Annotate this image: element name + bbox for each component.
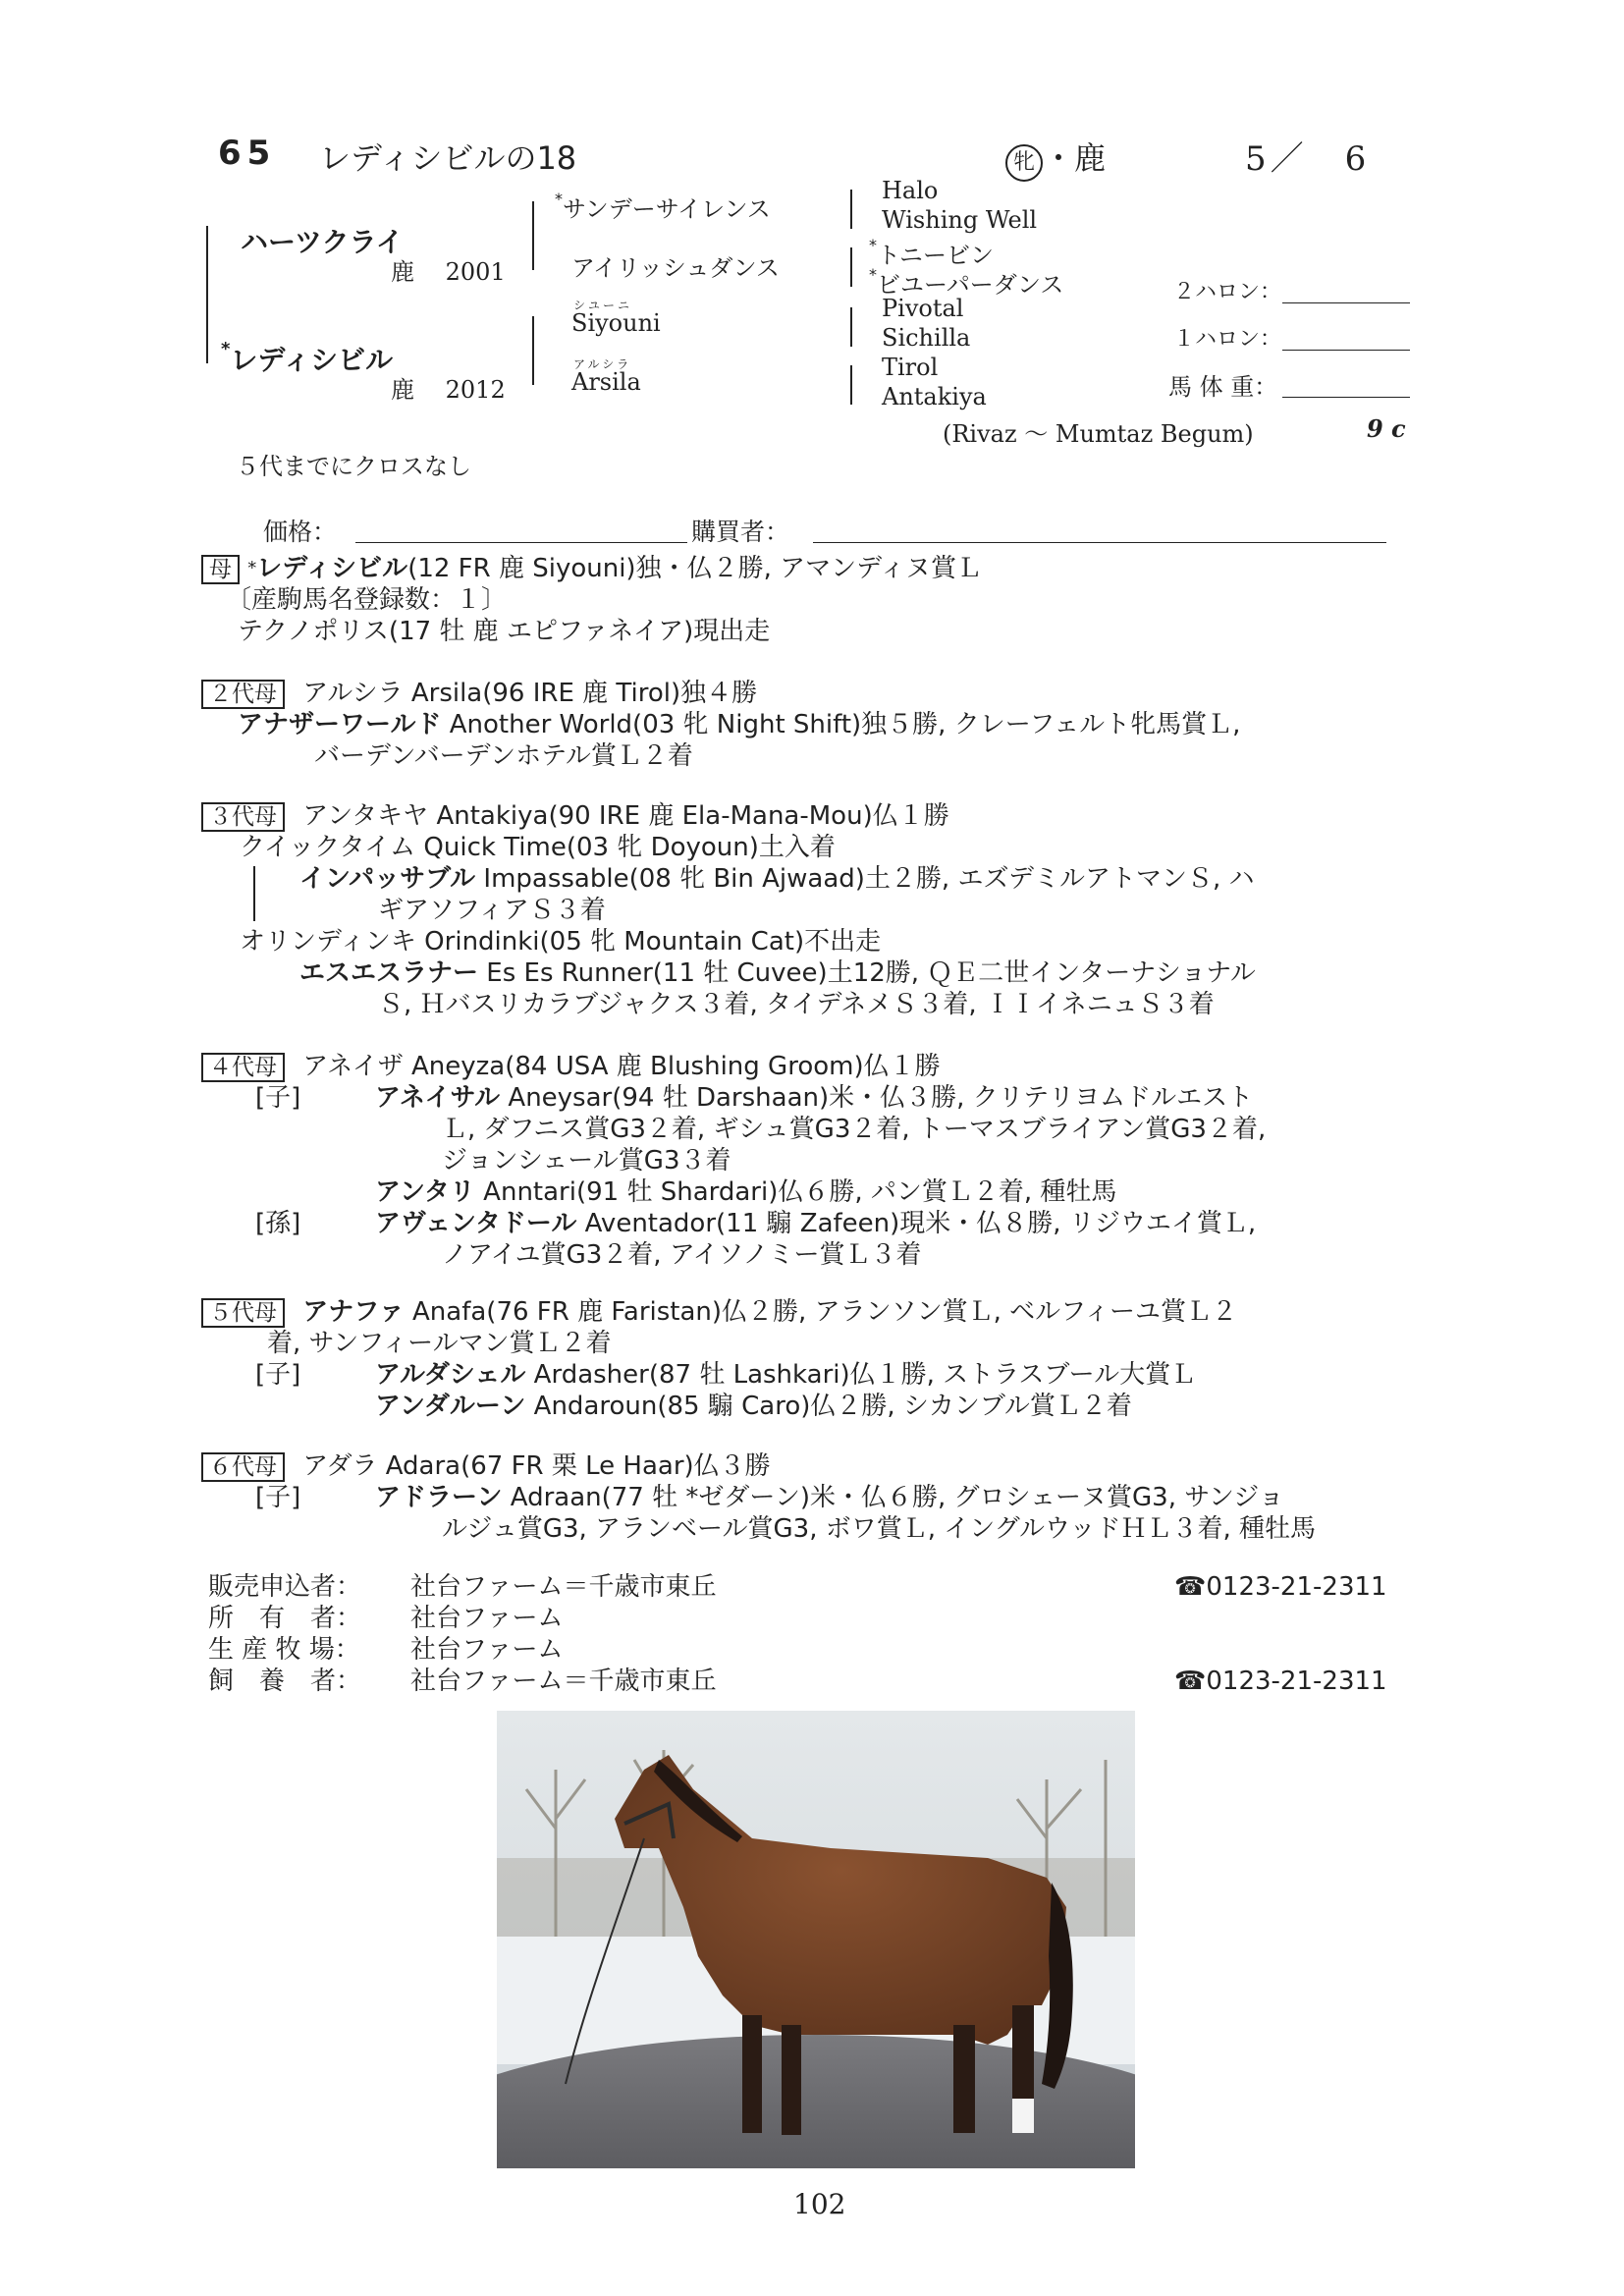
g5-line1: ５代母 アナファ Anafa(76 FR 鹿 Faristan)仏２勝, アランソン賞Ｌ, ベルフィーユ賞Ｌ２	[201, 1296, 1237, 1328]
dam-color-year	[391, 370, 506, 405]
one-furlong-blank[interactable]	[1282, 350, 1410, 351]
buyer-label: 購買者：	[691, 518, 790, 546]
g6-line2: アドラーン Adraan(77 牡 *ゼダーン)米・仏６勝, グロシェーヌ賞G3, サンジョ	[375, 1483, 1284, 1512]
g3-line7: Ｓ, Ｈバスリカラブジャクス３着, タイデネメＳ３着, ＩＩイネニュＳ３着	[378, 990, 1215, 1019]
g3-family-connector	[253, 866, 255, 921]
g3-1: Halo	[882, 177, 939, 204]
g6-line1: ６代母 アダラ Adara(67 FR 栗 Le Haar)仏３勝	[201, 1450, 771, 1482]
dam-sire-ruby: シユーニ	[573, 299, 633, 312]
g3-line3: インパッサブル Impassable(08 牝 Bin Ajwaad)土２勝, エズデミルアトマンＳ, ハ	[299, 864, 1255, 894]
sex-mark: 牝	[1005, 144, 1043, 182]
g3-line4: ギアソフィアＳ３着	[378, 896, 606, 925]
one-furlong-label: １ハロン：	[1173, 327, 1282, 352]
g3-7: Tirol	[882, 354, 939, 381]
sire-sire: *サンデーサイレンス	[555, 190, 771, 223]
pedigree-bracket-g3d	[850, 365, 852, 405]
sire-year: 2001	[445, 258, 506, 286]
dam-foal-1: テクノポリス(17 牡 鹿 エピファネイア)現出走	[238, 617, 771, 646]
family-number: 9 c	[1367, 414, 1406, 443]
sex-color	[1005, 134, 1106, 182]
family-line: (Rivaz ～ Mumtaz Begum)	[943, 420, 1254, 448]
g4-line6: アヴェンタドール Aventador(11 騸 Zafeen)現米・仏８勝, リジウエイ賞Ｌ,	[375, 1209, 1257, 1238]
pedigree-bracket-dam	[532, 316, 534, 385]
dam-section-detail: (12 FR 鹿 Siyouni)独・仏２勝, アマンディヌ賞Ｌ	[407, 554, 983, 583]
horse-name: レディシビルの18	[319, 139, 577, 177]
owner-label: 所 有 者：	[208, 1604, 362, 1633]
weight-blank[interactable]	[1282, 397, 1410, 398]
g3-line6: エスエスラナー Es Es Runner(11 牡 Cuvee)土12勝, ＱＥ二世インターナショナル	[299, 958, 1256, 988]
dam-year: 2012	[445, 376, 506, 404]
pedigree-bracket-g3a	[850, 190, 852, 229]
g4-line2: アネイサル Aneysar(94 牡 Darshaan)米・仏３勝, クリテリヨムドルエスト	[375, 1083, 1254, 1113]
g3-6: Sichilla	[882, 324, 971, 352]
sire-color-year	[391, 252, 506, 287]
breeder-label: 生 産 牧 場：	[208, 1635, 360, 1665]
price-blank[interactable]	[355, 542, 687, 543]
keeper: 社台ファーム＝千歳市東丘	[410, 1667, 717, 1696]
g2-line3: バーデンバーデンホテル賞Ｌ２着	[314, 741, 693, 771]
pedigree-bracket-outer	[206, 226, 208, 363]
dam-sire: Siyouni	[571, 309, 661, 337]
g3-8: Antakiya	[882, 383, 987, 410]
dam-dam: Arsila	[571, 368, 641, 396]
pedigree-bracket-sire	[532, 201, 534, 270]
seller-tel: ☎0123-21-2311	[1174, 1572, 1387, 1602]
g4-line3: Ｌ, ダフニス賞G3２着, ギシュ賞G3２着, トーマスブライアン賞G3２着,	[442, 1115, 1267, 1144]
dam-color: 鹿	[391, 376, 414, 404]
g4-grandchild-tag: [孫]	[255, 1209, 301, 1238]
page-number: 102	[793, 2188, 846, 2220]
g3-3: *トニービン	[869, 236, 995, 269]
dam-section-name: レディシビル	[256, 554, 408, 583]
cross-note: ５代までにクロスなし	[236, 453, 471, 480]
g3-2: Wishing Well	[882, 206, 1038, 234]
g4-line7: ノアイユ賞G3２着, アイソノミー賞Ｌ３着	[442, 1240, 922, 1270]
birth-date: 5／ 6	[1245, 139, 1371, 179]
g4-line1: ４代母 アネイザ Aneyza(84 USA 鹿 Blushing Groom)仏１勝	[201, 1051, 941, 1082]
g4-child-tag: [子]	[255, 1083, 301, 1113]
two-furlong-blank[interactable]	[1282, 302, 1410, 303]
g5-line4: アンダルーン Andaroun(85 騸 Caro)仏２勝, シカンブル賞Ｌ２着	[375, 1392, 1132, 1421]
dam-section: 母 *レディシビル(12 FR 鹿 Siyouni)独・仏２勝, アマンディヌ賞Ｌ	[201, 553, 982, 584]
g3-5: Pivotal	[882, 295, 964, 322]
breeder: 社台ファーム	[410, 1635, 564, 1665]
sire-color: 鹿	[391, 258, 414, 286]
seller-label: 販売申込者：	[208, 1572, 362, 1602]
foals-registered: 〔産駒馬名登録数：１〕	[226, 585, 508, 615]
pedigree-bracket-g3b	[850, 247, 852, 287]
keeper-label: 飼 養 者：	[208, 1667, 362, 1696]
g3-line2: クイックタイム Quick Time(03 牝 Doyoun)土入着	[240, 833, 836, 862]
g3-line1: ３代母 アンタキヤ Antakiya(90 IRE 鹿 Ela-Mana-Mou)仏１勝	[201, 800, 949, 832]
dam-mark: *	[221, 339, 231, 359]
color-label: ・鹿	[1043, 139, 1107, 177]
g2-line1: ２代母 アルシラ Arsila(96 IRE 鹿 Tirol)独４勝	[201, 678, 757, 709]
g3-label: ３代母	[201, 802, 285, 832]
g3-line5: オリンディンキ Orindinki(05 牝 Mountain Cat)不出走	[240, 927, 882, 957]
lot-number: 65	[218, 134, 277, 173]
g6-label: ６代母	[201, 1452, 285, 1482]
g5-line2: 着, サンフィールマン賞Ｌ２着	[267, 1329, 612, 1358]
price-label: 価格：	[263, 518, 338, 546]
g5-label: ５代母	[201, 1298, 285, 1328]
seller: 社台ファーム＝千歳市東丘	[410, 1572, 717, 1602]
keeper-tel: ☎0123-21-2311	[1174, 1667, 1387, 1696]
g4-line4: ジョンシェール賞G3３着	[442, 1146, 731, 1175]
dam-name	[221, 339, 393, 378]
dam-dam-ruby: アルシラ	[573, 357, 632, 371]
owner: 社台ファーム	[410, 1604, 564, 1633]
horse-photo-svg	[497, 1711, 1135, 2168]
buyer-blank[interactable]	[813, 542, 1386, 543]
sire-name: ハーツクライ	[241, 226, 404, 258]
horse-photo	[497, 1711, 1135, 2168]
g5-line3: アルダシェル Ardasher(87 牡 Lashkari)仏１勝, ストラスブール大賞Ｌ	[375, 1360, 1197, 1390]
dam-name-text: レディシビル	[230, 344, 394, 376]
pedigree-bracket-g3c	[850, 307, 852, 347]
two-furlong-label: ２ハロン：	[1173, 280, 1282, 304]
g4-line5: アンタリ Anntari(91 牡 Shardari)仏６勝, パン賞Ｌ２着, 種牡馬	[375, 1177, 1117, 1207]
g4-label: ４代母	[201, 1053, 285, 1082]
weight-label: 馬 体 重：	[1168, 373, 1278, 401]
dam-label: 母	[201, 555, 240, 584]
g6-child-tag: [子]	[255, 1483, 301, 1512]
g2-line2: アナザーワールド Another World(03 牝 Night Shift)独５勝, クレーフェルト牝馬賞Ｌ,	[238, 710, 1241, 739]
g3-4: *ビユーパーダンス	[869, 265, 1064, 299]
sire-dam: アイリッシュダンス	[571, 254, 780, 282]
g5-child-tag: [子]	[255, 1360, 301, 1390]
g6-line3: ルジュ賞G3, アランベール賞G3, ボワ賞Ｌ, イングルウッドＨＬ３着, 種牡馬	[442, 1514, 1316, 1544]
g2-label: ２代母	[201, 680, 285, 709]
